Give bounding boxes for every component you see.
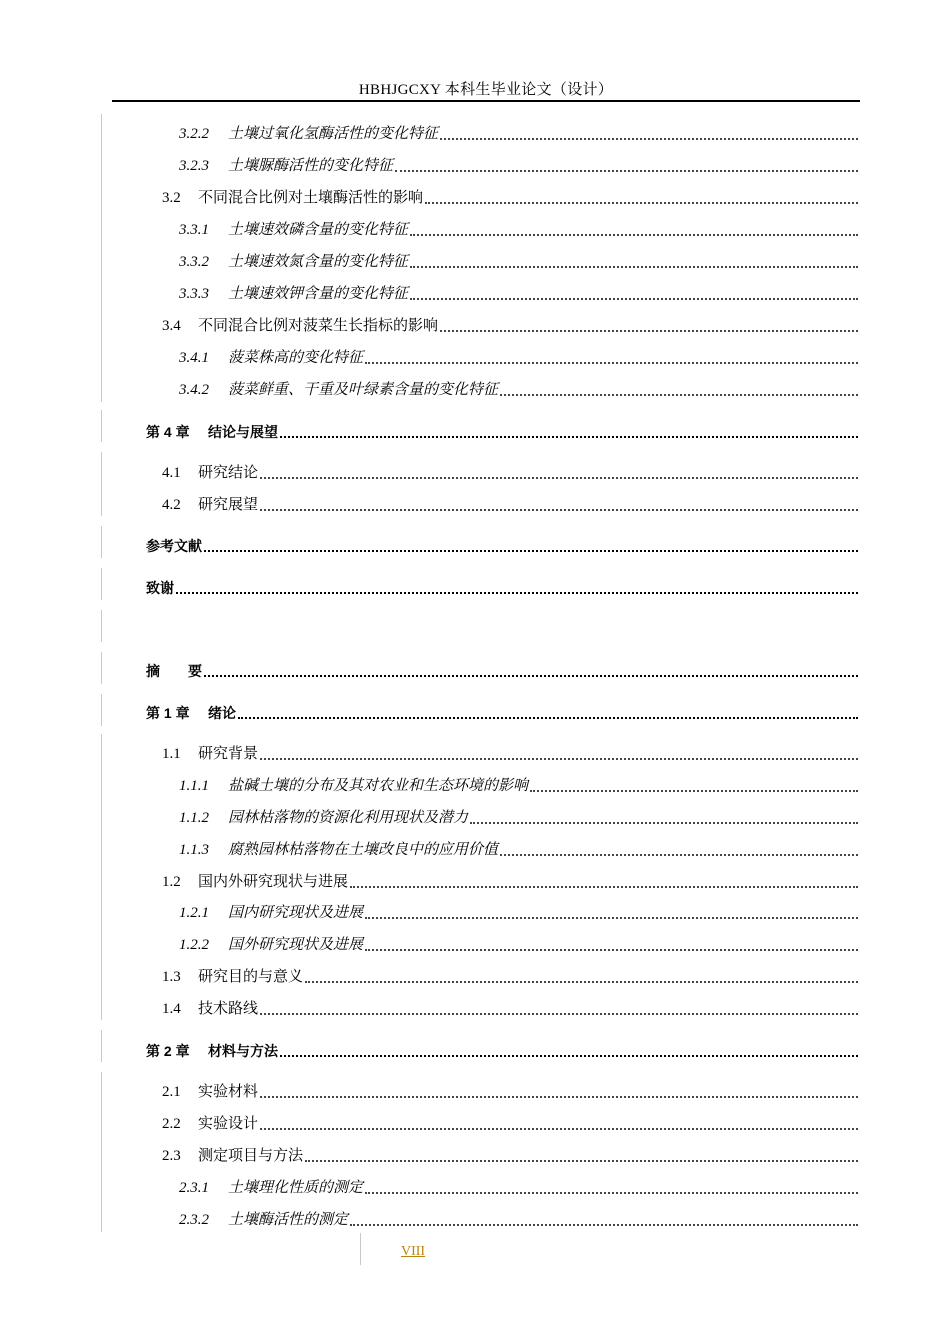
- toc-entry-number: 3.2.3: [179, 158, 209, 174]
- toc-dot-leader: [260, 1012, 858, 1015]
- margin-line: [101, 610, 102, 642]
- toc-dot-leader: [440, 137, 858, 140]
- toc-entry-number: 4.1: [162, 465, 181, 481]
- toc-entry[interactable]: [179, 282, 858, 304]
- toc-entry[interactable]: [162, 1112, 858, 1134]
- toc-entry-title: 菠菜鲜重、干重及叶绿素含量的变化特征: [228, 382, 499, 398]
- toc-dot-leader: [204, 549, 858, 552]
- footer-margin-line: [360, 1233, 361, 1265]
- toc-entry-title: 研究展望: [198, 497, 259, 513]
- toc-chapter[interactable]: [146, 701, 858, 723]
- toc-entry[interactable]: [179, 838, 858, 860]
- toc-entry-number: 第 2 章: [146, 1043, 190, 1059]
- toc-dot-leader: [280, 1054, 858, 1057]
- toc-entry-number: 2.2: [162, 1116, 181, 1132]
- toc-dot-leader: [365, 916, 858, 919]
- toc-dot-leader: [305, 1159, 858, 1162]
- toc-entry[interactable]: [162, 742, 858, 764]
- toc-entry-title: 实验设计: [198, 1116, 259, 1132]
- toc-dot-leader: [395, 169, 858, 172]
- toc-entry-title: 测定项目与方法: [198, 1148, 304, 1164]
- toc-entry-title: 园林枯落物的资源化利用现状及潜力: [228, 810, 469, 826]
- toc-entry-title: 菠菜株高的变化特征: [228, 350, 364, 366]
- page-header-title: HBHJGCXY 本科生毕业论文（设计）: [358, 82, 614, 98]
- toc-entry-number: 3.3.3: [179, 286, 209, 302]
- toc-entry[interactable]: [162, 461, 858, 483]
- margin-line: [101, 410, 102, 442]
- toc-entry-title: 国外研究现状及进展: [228, 937, 364, 953]
- toc-entry-number: 1.1.2: [179, 810, 209, 826]
- toc-dot-leader: [410, 265, 858, 268]
- toc-entry-title: 材料与方法: [208, 1043, 278, 1059]
- margin-line: [101, 1072, 102, 1232]
- toc-entry-number: 1.1.1: [179, 778, 209, 794]
- toc-dot-leader: [365, 361, 858, 364]
- toc-entry-number: 1.4: [162, 1001, 181, 1017]
- toc-dot-leader: [238, 716, 858, 719]
- toc-dot-leader: [350, 885, 858, 888]
- toc-entry-title: 土壤速效氮含量的变化特征: [228, 254, 409, 270]
- toc-entry[interactable]: [179, 806, 858, 828]
- toc-entry-title: 土壤速效磷含量的变化特征: [228, 222, 409, 238]
- toc-dot-leader: [350, 1223, 858, 1226]
- toc-entry[interactable]: [162, 870, 858, 892]
- toc-chapter[interactable]: [146, 659, 858, 681]
- toc-entry-title: 土壤脲酶活性的变化特征: [228, 158, 394, 174]
- toc-entry-title: 致谢: [146, 580, 174, 596]
- page-number[interactable]: VIII: [401, 1244, 426, 1259]
- toc-dot-leader: [305, 980, 858, 983]
- toc-entry-number: 3.3.2: [179, 254, 209, 270]
- toc-entry-title: 参考文献: [146, 538, 202, 554]
- toc-entry-title: 土壤理化性质的测定: [228, 1180, 364, 1196]
- margin-line: [101, 114, 102, 402]
- toc-entry-number: 1.2.2: [179, 937, 209, 953]
- toc-dot-leader: [280, 435, 858, 438]
- toc-dot-leader: [204, 674, 858, 677]
- toc-entry-number: 3.4.2: [179, 382, 209, 398]
- margin-line: [101, 694, 102, 726]
- toc-entry-number: 1.2.1: [179, 905, 209, 921]
- toc-entry-title: 不同混合比例对菠菜生长指标的影响: [198, 318, 439, 334]
- toc-chapter[interactable]: [146, 534, 858, 556]
- toc-entry[interactable]: [162, 186, 858, 208]
- toc-entry-number: 2.3: [162, 1148, 181, 1164]
- toc-entry[interactable]: [162, 1080, 858, 1102]
- toc-entry-title: 研究目的与意义: [198, 969, 304, 985]
- toc-entry[interactable]: [179, 346, 858, 368]
- toc-entry[interactable]: [179, 378, 858, 400]
- toc-dot-leader: [440, 329, 858, 332]
- toc-dot-leader: [260, 508, 858, 511]
- toc-entry-number: 1.2: [162, 874, 181, 890]
- toc-entry-title: 土壤酶活性的测定: [228, 1212, 349, 1228]
- toc-entry[interactable]: [179, 901, 858, 923]
- toc-dot-leader: [410, 297, 858, 300]
- toc-entry[interactable]: [179, 1208, 858, 1230]
- toc-entry[interactable]: [179, 122, 858, 144]
- toc-entry-number: 3.2.2: [179, 126, 209, 142]
- toc-dot-leader: [530, 789, 858, 792]
- margin-line: [101, 652, 102, 684]
- toc-entry-number: 3.4.1: [179, 350, 209, 366]
- toc-entry-number: 3.3.1: [179, 222, 209, 238]
- toc-entry-number: 3.2: [162, 190, 181, 206]
- toc-entry-title: 结论与展望: [208, 424, 278, 440]
- toc-entry-number: 3.4: [162, 318, 181, 334]
- toc-entry-number: 1.1.3: [179, 842, 209, 858]
- toc-entry-number: 2.1: [162, 1084, 181, 1100]
- toc-entry[interactable]: [162, 965, 858, 987]
- toc-entry[interactable]: [162, 493, 858, 515]
- toc-entry-title: 国内研究现状及进展: [228, 905, 364, 921]
- toc-entry[interactable]: [179, 218, 858, 240]
- margin-line: [101, 734, 102, 1020]
- margin-line: [101, 568, 102, 600]
- toc-entry[interactable]: [179, 250, 858, 272]
- header-rule: [112, 100, 860, 102]
- toc-entry-number: 2.3.2: [179, 1212, 209, 1228]
- toc-entry-number: 第 4 章: [146, 424, 190, 440]
- toc-dot-leader: [365, 948, 858, 951]
- toc-entry-title: 绪论: [208, 705, 236, 721]
- toc-entry-number: 1.1: [162, 746, 181, 762]
- toc-dot-leader: [260, 1095, 858, 1098]
- toc-entry[interactable]: [179, 774, 858, 796]
- toc-dot-leader: [410, 233, 858, 236]
- toc-entry-number: 2.3.1: [179, 1180, 209, 1196]
- toc-dot-leader: [260, 476, 858, 479]
- toc-entry[interactable]: [162, 314, 858, 336]
- toc-dot-leader: [500, 853, 858, 856]
- toc-entry-title: 研究背景: [198, 746, 259, 762]
- toc-dot-leader: [425, 201, 858, 204]
- toc-dot-leader: [176, 591, 858, 594]
- toc-entry-number: 4.2: [162, 497, 181, 513]
- toc-entry-title: 摘 要: [146, 663, 202, 679]
- toc-entry-title: 盐碱土壤的分布及其对农业和生态环境的影响: [228, 778, 529, 794]
- margin-line: [101, 1030, 102, 1062]
- toc-entry[interactable]: [162, 1144, 858, 1166]
- toc-entry-title: 土壤速效钾含量的变化特征: [228, 286, 409, 302]
- toc-entry-number: 1.3: [162, 969, 181, 985]
- toc-entry[interactable]: [179, 1176, 858, 1198]
- toc-entry-title: 不同混合比例对土壤酶活性的影响: [198, 190, 424, 206]
- toc-dot-leader: [500, 393, 858, 396]
- toc-entry-title: 国内外研究现状与进展: [198, 874, 349, 890]
- toc-entry[interactable]: [179, 154, 858, 176]
- toc-dot-leader: [470, 821, 858, 824]
- toc-entry[interactable]: [179, 933, 858, 955]
- toc-dot-leader: [365, 1191, 858, 1194]
- toc-entry-title: 研究结论: [198, 465, 259, 481]
- toc-dot-leader: [260, 757, 858, 760]
- toc-chapter[interactable]: [146, 1039, 858, 1061]
- toc-dot-leader: [260, 1127, 858, 1130]
- toc-entry-title: 实验材料: [198, 1084, 259, 1100]
- toc-entry-title: 土壤过氧化氢酶活性的变化特征: [228, 126, 439, 142]
- toc-entry-title: 腐熟园林枯落物在土壤改良中的应用价值: [228, 842, 499, 858]
- margin-line: [101, 526, 102, 558]
- margin-line: [101, 452, 102, 516]
- toc-entry-title: 技术路线: [198, 1001, 259, 1017]
- toc-entry[interactable]: [162, 997, 858, 1019]
- toc-chapter[interactable]: [146, 420, 858, 442]
- toc-chapter[interactable]: [146, 576, 858, 598]
- toc-entry-number: 第 1 章: [146, 705, 190, 721]
